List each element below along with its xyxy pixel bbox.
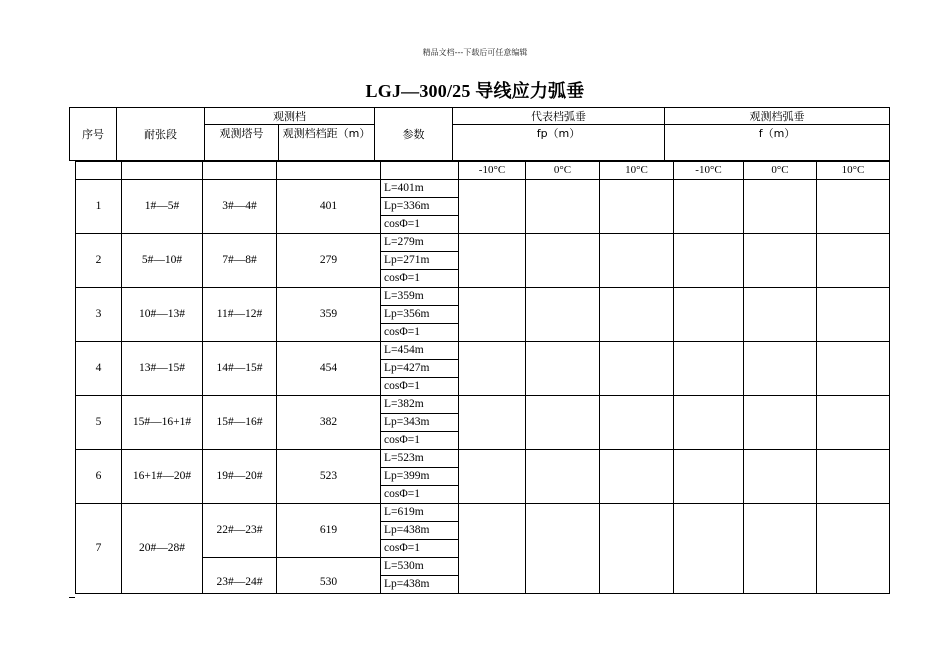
sag-value-cell[interactable] bbox=[459, 234, 526, 288]
header-seq: 序号 bbox=[70, 108, 117, 161]
temperature-row bbox=[76, 162, 890, 180]
temp-rep-minus10: -10°C bbox=[459, 162, 526, 180]
sag-value-cell[interactable] bbox=[459, 504, 526, 594]
row-obs-span: 454 bbox=[277, 342, 381, 396]
sag-value-cell[interactable] bbox=[817, 450, 890, 504]
row-param-lp: Lp=343m bbox=[381, 414, 459, 432]
row-param-cos: cosΦ=1 bbox=[381, 432, 459, 450]
sag-value-cell[interactable] bbox=[817, 504, 890, 594]
sag-value-cell[interactable] bbox=[526, 234, 600, 288]
row-param-lp: Lp=271m bbox=[381, 252, 459, 270]
row-param-cos: cosΦ=1 bbox=[381, 216, 459, 234]
row-param-cos: cosΦ=1 bbox=[381, 378, 459, 396]
sag-value-cell[interactable] bbox=[674, 396, 744, 450]
header-obs-tower: 观测塔号 bbox=[205, 125, 279, 161]
row-seq: 5 bbox=[76, 396, 122, 450]
row-obs-tower: 22#—23# bbox=[203, 504, 277, 558]
sag-value-cell[interactable] bbox=[600, 180, 674, 234]
row-param-cos: cosΦ=1 bbox=[381, 486, 459, 504]
header-rep-sag: 代表档弧垂 bbox=[453, 108, 665, 125]
sag-value-cell[interactable] bbox=[674, 450, 744, 504]
row-obs-tower: 7#—8# bbox=[203, 234, 277, 288]
temp-obs-0: 0°C bbox=[744, 162, 817, 180]
row-obs-tower: 3#—4# bbox=[203, 180, 277, 234]
sag-value-cell[interactable] bbox=[526, 450, 600, 504]
table-edge-stub bbox=[69, 597, 75, 598]
sag-value-cell[interactable] bbox=[459, 180, 526, 234]
row-param: Lp=438m bbox=[381, 576, 459, 594]
row-tension-section: 16+1#—20# bbox=[122, 450, 203, 504]
sag-value-cell[interactable] bbox=[600, 234, 674, 288]
sag-value-cell[interactable] bbox=[744, 450, 817, 504]
row-param-lp: Lp=336m bbox=[381, 198, 459, 216]
table-row bbox=[76, 504, 890, 522]
row-param-l: L=523m bbox=[381, 450, 459, 468]
sag-value-cell[interactable] bbox=[526, 504, 600, 594]
table-row bbox=[76, 396, 890, 414]
sag-value-cell[interactable] bbox=[744, 342, 817, 396]
row-param: L=530m bbox=[381, 558, 459, 576]
table-row bbox=[76, 234, 890, 252]
table-header bbox=[69, 107, 890, 161]
row-seq: 7 bbox=[76, 504, 122, 594]
document-title: LGJ—300/25 导线应力弧垂 bbox=[365, 81, 585, 101]
row-tension-section: 20#—28# bbox=[122, 504, 203, 594]
header-rep-sag-unit: fp（m） bbox=[453, 125, 665, 161]
table-row bbox=[76, 342, 890, 360]
header-obs-span-length: 观测档档距（m） bbox=[279, 125, 375, 161]
row-tension-section: 15#—16+1# bbox=[122, 396, 203, 450]
sag-value-cell[interactable] bbox=[744, 180, 817, 234]
row-tension-section: 1#—5# bbox=[122, 180, 203, 234]
table-row bbox=[76, 180, 890, 198]
sag-value-cell[interactable] bbox=[600, 396, 674, 450]
sag-value-cell[interactable] bbox=[459, 396, 526, 450]
row-seq: 1 bbox=[76, 180, 122, 234]
row-param-l: L=454m bbox=[381, 342, 459, 360]
row-obs-span: 523 bbox=[277, 450, 381, 504]
document-header-note: 精品文档---下载后可任意编辑 bbox=[422, 48, 528, 57]
row-param: L=619m bbox=[381, 504, 459, 522]
row-obs-span: 279 bbox=[277, 234, 381, 288]
sag-value-cell[interactable] bbox=[817, 342, 890, 396]
sag-value-cell[interactable] bbox=[674, 180, 744, 234]
sag-value-cell[interactable] bbox=[817, 180, 890, 234]
temp-rep-0: 0°C bbox=[526, 162, 600, 180]
header-obs-sag-unit: f（m） bbox=[665, 125, 890, 161]
row-tension-section: 10#—13# bbox=[122, 288, 203, 342]
row-seq: 6 bbox=[76, 450, 122, 504]
row-obs-span: 359 bbox=[277, 288, 381, 342]
temp-obs-10: 10°C bbox=[817, 162, 890, 180]
row-param-l: L=359m bbox=[381, 288, 459, 306]
sag-value-cell[interactable] bbox=[674, 288, 744, 342]
row-obs-span: 401 bbox=[277, 180, 381, 234]
row-obs-tower: 23#—24# bbox=[203, 558, 277, 594]
table-row bbox=[76, 450, 890, 468]
row-param-lp: Lp=399m bbox=[381, 468, 459, 486]
sag-value-cell[interactable] bbox=[600, 342, 674, 396]
sag-value-cell[interactable] bbox=[817, 234, 890, 288]
header-params: 参数 bbox=[375, 108, 453, 161]
row-param: cosΦ=1 bbox=[381, 540, 459, 558]
row-obs-tower: 15#—16# bbox=[203, 396, 277, 450]
row-param-l: L=401m bbox=[381, 180, 459, 198]
sag-value-cell[interactable] bbox=[674, 234, 744, 288]
row-param-l: L=382m bbox=[381, 396, 459, 414]
sag-value-cell[interactable] bbox=[459, 288, 526, 342]
sag-value-cell[interactable] bbox=[459, 342, 526, 396]
row-param: Lp=438m bbox=[381, 522, 459, 540]
sag-value-cell[interactable] bbox=[817, 396, 890, 450]
sag-value-cell[interactable] bbox=[600, 504, 674, 594]
sag-value-cell[interactable] bbox=[459, 450, 526, 504]
row-param-lp: Lp=427m bbox=[381, 360, 459, 378]
row-obs-tower: 19#—20# bbox=[203, 450, 277, 504]
sag-value-cell[interactable] bbox=[744, 396, 817, 450]
temp-rep-10: 10°C bbox=[600, 162, 674, 180]
row-obs-tower: 11#—12# bbox=[203, 288, 277, 342]
sag-value-cell[interactable] bbox=[744, 504, 817, 594]
row-seq: 2 bbox=[76, 234, 122, 288]
sag-value-cell[interactable] bbox=[600, 288, 674, 342]
sag-value-cell[interactable] bbox=[526, 396, 600, 450]
header-obs-span-group: 观测档 bbox=[205, 108, 375, 125]
sag-value-cell[interactable] bbox=[526, 180, 600, 234]
row-seq: 4 bbox=[76, 342, 122, 396]
sag-table bbox=[75, 161, 890, 594]
header-tension-section: 耐张段 bbox=[117, 108, 205, 161]
sag-value-cell[interactable] bbox=[744, 288, 817, 342]
row-param-cos: cosΦ=1 bbox=[381, 270, 459, 288]
temp-obs-minus10: -10°C bbox=[674, 162, 744, 180]
sag-value-cell[interactable] bbox=[674, 504, 744, 594]
sag-value-cell[interactable] bbox=[744, 234, 817, 288]
row-seq: 3 bbox=[76, 288, 122, 342]
sag-value-cell[interactable] bbox=[600, 450, 674, 504]
row-tension-section: 5#—10# bbox=[122, 234, 203, 288]
row-param-l: L=279m bbox=[381, 234, 459, 252]
sag-value-cell[interactable] bbox=[526, 342, 600, 396]
row-tension-section: 13#—15# bbox=[122, 342, 203, 396]
row-obs-span: 619 bbox=[277, 504, 381, 558]
sag-value-cell[interactable] bbox=[674, 342, 744, 396]
row-obs-span: 382 bbox=[277, 396, 381, 450]
sag-value-cell[interactable] bbox=[817, 288, 890, 342]
row-param-cos: cosΦ=1 bbox=[381, 324, 459, 342]
header-obs-sag: 观测档弧垂 bbox=[665, 108, 890, 125]
table-row bbox=[76, 288, 890, 306]
row-obs-span: 530 bbox=[277, 558, 381, 594]
row-param-lp: Lp=356m bbox=[381, 306, 459, 324]
row-obs-tower: 14#—15# bbox=[203, 342, 277, 396]
sag-value-cell[interactable] bbox=[526, 288, 600, 342]
